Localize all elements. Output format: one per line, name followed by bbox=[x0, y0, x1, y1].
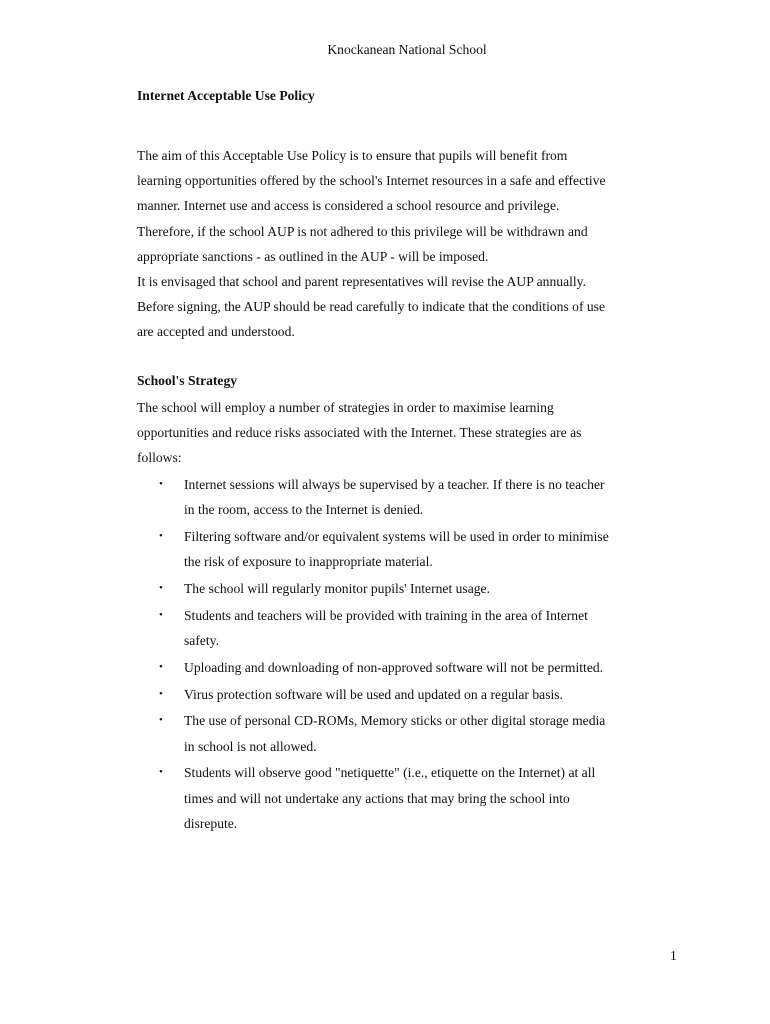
list-item-line: The school will regularly monitor pupils' Internet usage. bbox=[184, 581, 490, 596]
paragraph-line: opportunities and reduce risks associated with the Internet. These strategies are as bbox=[137, 425, 582, 441]
strategy-bullet-list bbox=[137, 472, 677, 838]
list-item bbox=[137, 472, 677, 522]
list-item bbox=[137, 682, 677, 707]
list-item-line: The use of personal CD-ROMs, Memory sticks or other digital storage media bbox=[184, 713, 606, 729]
list-item bbox=[137, 576, 677, 601]
list-item-line: times and will not undertake any actions that may bring the school into bbox=[184, 790, 570, 806]
list-item bbox=[137, 603, 677, 653]
paragraph-line: learning opportunities offered by the school's Internet resources in a safe and effective bbox=[137, 173, 606, 189]
paragraph-line: The aim of this Acceptable Use Policy is to ensure that pupils will benefit from bbox=[137, 148, 568, 163]
list-item bbox=[137, 524, 677, 574]
list-item-line: safety. bbox=[184, 633, 219, 648]
list-item-line: Uploading and downloading of non-approved software will not be permitted. bbox=[184, 659, 604, 675]
list-item-line: Virus protection software will be used and updated on a regular basis. bbox=[184, 686, 563, 702]
bullet-icon: • bbox=[159, 608, 163, 621]
paragraph-line: appropriate sanctions - as outlined in the AUP - will be imposed. bbox=[137, 248, 489, 264]
paragraph-line: Before signing, the AUP should be read carefully to indicate that the conditions of use bbox=[137, 299, 605, 315]
paragraph-line: manner. Internet use and access is considered a school resource and privilege. bbox=[137, 198, 560, 214]
paragraph-line: It is envisaged that school and parent representatives will revise the AUP annually. bbox=[137, 274, 586, 290]
strategy-paragraph bbox=[137, 395, 677, 471]
document-title: Internet Acceptable Use Policy bbox=[137, 88, 315, 103]
page-number: 1 bbox=[670, 948, 677, 963]
list-item-line: Filtering software and/or equivalent systems will be used in order to minimise bbox=[184, 529, 609, 544]
intro-paragraph bbox=[137, 143, 677, 345]
bullet-icon: • bbox=[159, 582, 163, 594]
paragraph-line: Therefore, if the school AUP is not adhered to this privilege will be withdrawn and bbox=[137, 223, 588, 239]
list-item-line: Students and teachers will be provided with training in the area of Internet bbox=[184, 607, 588, 623]
bullet-icon: • bbox=[159, 766, 163, 779]
bullet-icon: • bbox=[159, 714, 163, 727]
list-item-line: the risk of exposure to inappropriate material. bbox=[184, 554, 433, 570]
list-item bbox=[137, 655, 677, 680]
page-header: Knockanean National School bbox=[327, 42, 487, 57]
list-item bbox=[137, 708, 677, 758]
bullet-icon: • bbox=[159, 660, 163, 673]
list-item-line: disrepute. bbox=[184, 815, 238, 831]
section-heading: School's Strategy bbox=[137, 373, 238, 388]
list-item-line: in school is not allowed. bbox=[184, 738, 317, 754]
paragraph-line: The school will employ a number of strategies in order to maximise learning bbox=[137, 400, 554, 415]
paragraph-line: follows: bbox=[137, 450, 182, 466]
bullet-icon: • bbox=[159, 530, 163, 542]
bullet-icon: • bbox=[159, 478, 163, 490]
list-item bbox=[137, 760, 677, 836]
paragraph-line: are accepted and understood. bbox=[137, 324, 295, 340]
list-item-line: in the room, access to the Internet is denied. bbox=[184, 502, 424, 518]
list-item-line: Students will observe good "netiquette" (i.e., etiquette on the Internet) at all bbox=[184, 765, 596, 781]
bullet-icon: • bbox=[159, 687, 163, 700]
list-item-line: Internet sessions will always be supervised by a teacher. If there is no teacher bbox=[184, 477, 605, 492]
